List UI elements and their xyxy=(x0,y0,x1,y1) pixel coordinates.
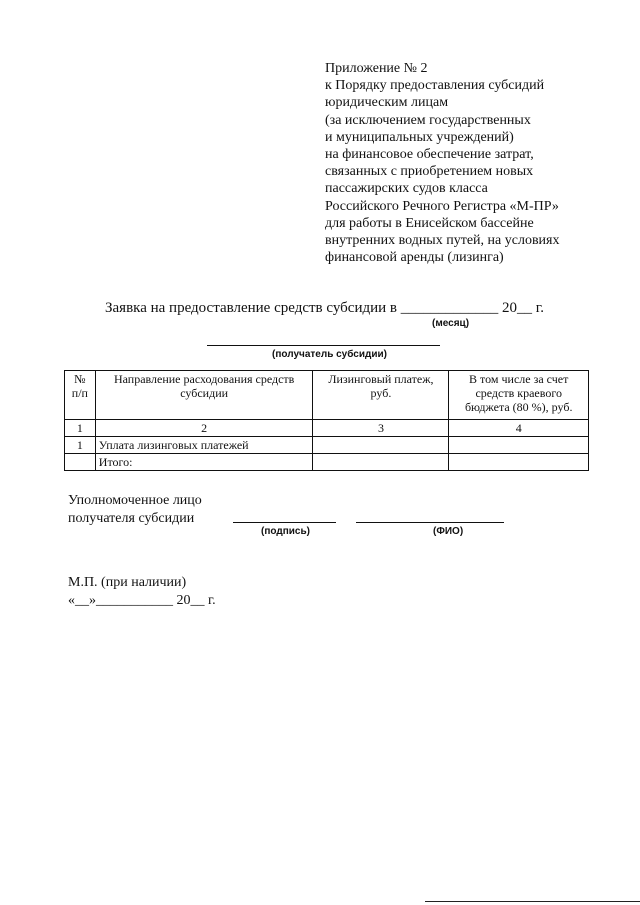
total-payment-cell[interactable] xyxy=(313,454,449,471)
month-label: (месяц) xyxy=(432,318,470,329)
total-label: Итого: xyxy=(95,454,313,471)
column-number: 3 xyxy=(313,420,449,437)
table-total-row xyxy=(65,454,589,471)
appendix-line: пассажирских судов класса xyxy=(325,181,488,197)
column-number: 2 xyxy=(95,420,313,437)
appendix-line: на финансовое обеспечение затрат, xyxy=(325,147,534,163)
name-blank-line xyxy=(356,522,504,523)
application-title: Заявка на предоставление средств субсидии в _____________ 20__ г. xyxy=(105,300,544,316)
header-direction: Направление расходования средств субсидии xyxy=(95,371,313,420)
subsidy-table xyxy=(64,370,589,471)
appendix-line: Приложение № 2 xyxy=(325,61,428,76)
stamp-line1: М.П. (при наличии) xyxy=(68,575,187,590)
signature-blank-line xyxy=(233,522,336,523)
appendix-header xyxy=(325,60,625,266)
header-payment: Лизинговый платеж, руб. xyxy=(313,371,449,420)
signature-label: (подпись) xyxy=(261,526,310,537)
appendix-line: внутренних водных путей, на условиях xyxy=(325,233,560,249)
row-payment-cell[interactable] xyxy=(313,437,449,454)
appendix-line: (за исключением государственных xyxy=(325,112,531,128)
appendix-line: к Порядку предоставления субсидий xyxy=(325,78,545,94)
row-direction: Уплата лизинговых платежей xyxy=(95,437,313,454)
table-header-row xyxy=(65,371,589,420)
table-number-row xyxy=(65,420,589,437)
column-number: 1 xyxy=(65,420,96,437)
appendix-line: Российского Речного Регистра «М-ПР» xyxy=(325,198,559,214)
recipient-label: (получатель субсидии) xyxy=(272,349,387,360)
appendix-line: юридическим лицам xyxy=(325,95,449,111)
authorized-person xyxy=(68,492,202,528)
authorized-line1: Уполномоченное лицо xyxy=(68,493,202,508)
appendix-line: для работы в Енисейском бассейне xyxy=(325,215,534,231)
appendix-line: связанных с приобретением новых xyxy=(325,164,534,180)
appendix-line: и муниципальных учреждений) xyxy=(325,129,514,145)
appendix-line: финансовой аренды (лизинга) xyxy=(325,250,504,266)
header-including: В том числе за счет средств краевого бюджета (80 %), руб. xyxy=(449,371,589,420)
total-no-cell xyxy=(65,454,96,471)
row-no: 1 xyxy=(65,437,96,454)
table-row xyxy=(65,437,589,454)
recipient-blank-line xyxy=(207,345,440,346)
date-line: «__»___________ 20__ г. xyxy=(68,593,216,608)
authorized-line2: получателя субсидии xyxy=(68,511,195,526)
bottom-edge-line xyxy=(425,901,640,902)
row-including-cell[interactable] xyxy=(449,437,589,454)
column-number: 4 xyxy=(449,420,589,437)
header-no: № п/п xyxy=(65,371,96,420)
stamp-block xyxy=(68,574,216,610)
name-label: (ФИО) xyxy=(433,526,464,537)
total-including-cell[interactable] xyxy=(449,454,589,471)
